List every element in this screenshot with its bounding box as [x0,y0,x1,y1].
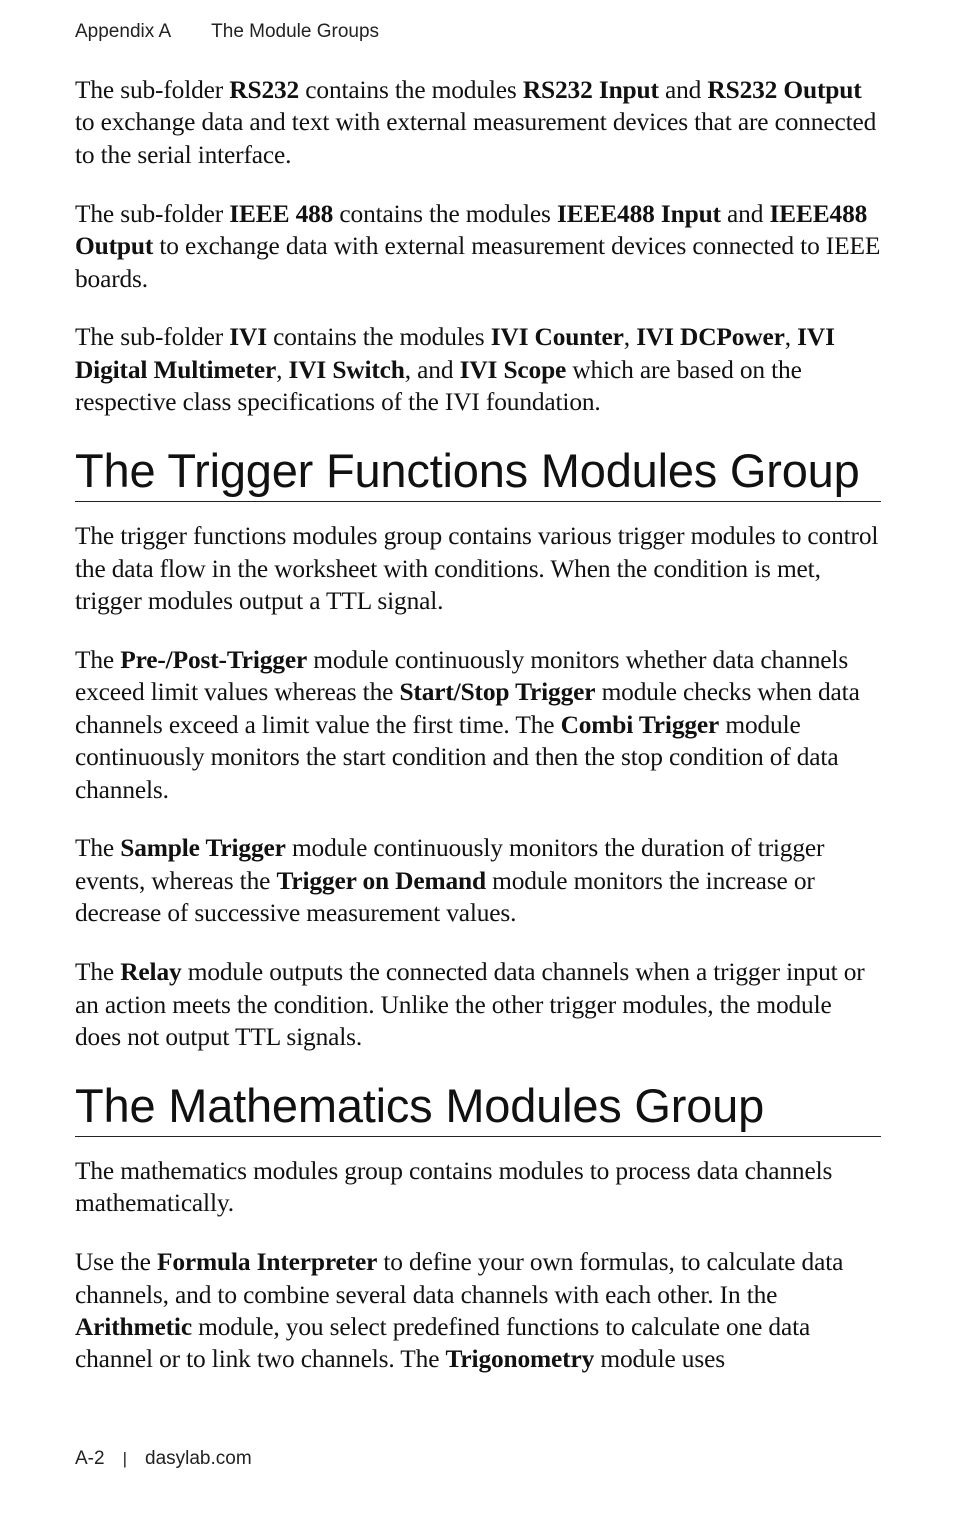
text-run: contains the modules [333,199,557,228]
bold-term: Combi Trigger [560,710,720,739]
body-paragraph [75,1246,881,1376]
bold-term: Start/Stop Trigger [399,678,596,707]
text-run: The sub-folder [75,323,230,352]
text-run: , [784,323,798,352]
bold-term: RS232 [229,76,300,104]
text-run: to exchange data with external measurement devices connected to IEEE boards. [75,232,881,293]
footer-site: dasylab.com [145,1448,252,1469]
text-run: and [720,199,770,228]
text-run: The sub-folder [75,199,230,228]
math-section-heading: The Mathematics Modules Group [75,1080,881,1137]
footer-separator: | [122,1449,127,1468]
body-paragraph [75,520,881,617]
bold-term: IVI Counter [490,323,624,352]
text-run: module continuously monitors the duration of trigger events, whereas the [75,834,825,895]
text-run: and [658,76,708,104]
intro-block [75,74,881,419]
page-number: A-2 [75,1448,105,1469]
page-content [75,74,881,1402]
text-run: module continuously monitors the start condition and then the stop condition of data channels. [75,710,839,804]
text-run: Use the [75,1248,158,1277]
bold-term: IVI [229,323,267,352]
text-run: which are based on the respective class specifications of the IVI foundation. [75,355,802,417]
text-run: module continuously monitors whether data channels exceed limit values whereas the [75,645,849,707]
text-run: The [75,645,121,674]
body-paragraph [75,956,881,1053]
bold-term: Trigger on Demand [276,866,486,895]
text-run: contains the modules [266,323,491,352]
text-run: , [623,323,637,352]
trigger-section-heading: The Trigger Functions Modules Group [75,445,881,502]
text-run: , and [404,355,460,384]
text-run: module checks when data channels exceed a limit value the first time. The [75,678,860,739]
text-run: The mathematics modules group contains modules to process data channels mathematically. [75,1156,833,1218]
bold-term: Formula Interpreter [157,1248,378,1277]
bold-term: IEEE 488 [229,199,334,228]
bold-term: Trigonometry [445,1345,595,1374]
bold-term: IVI DCPower [636,323,785,352]
math-block [75,1155,881,1376]
body-paragraph [75,198,881,295]
chapter-title: The Module Groups [211,21,380,42]
bold-term: Sample Trigger [120,834,286,863]
bold-term: IVI Switch [288,355,405,384]
bold-term: IEEE488 Output [75,199,868,261]
text-run: to define your own formulas, to calculate data channels, and to combine several data channels with each other. In the [75,1248,844,1309]
running-head [75,21,379,43]
page-footer [75,1448,252,1470]
bold-term: RS232 Input [522,76,659,104]
text-run: module uses [594,1345,725,1374]
trigger-block [75,520,881,1053]
text-run: The [75,958,121,987]
bold-term: Pre-/Post-Trigger [120,645,308,674]
body-paragraph [75,74,881,171]
text-run: The trigger functions modules group contains various trigger modules to control the data flow in the worksheet with conditions. When the condition is met, trigger modules output a TTL signal. [75,522,879,615]
text-run: The [75,834,121,863]
bold-term: IVI Scope [459,355,567,384]
bold-term: Arithmetic [75,1312,192,1341]
bold-term: IEEE488 Input [556,199,721,228]
bold-term: IVI Digital Multimeter [75,323,835,384]
bold-term: Relay [120,958,182,987]
appendix-label: Appendix A [75,21,172,42]
text-run: contains the modules [299,76,523,104]
text-run: module, you select predefined functions to calculate one data channel or to link two channels. The [75,1312,811,1374]
body-paragraph [75,1155,881,1220]
text-run: to exchange data and text with external measurement devices that are connected to the serial interface. [75,108,877,169]
body-paragraph [75,832,881,929]
text-run: module outputs the connected data channels when a trigger input or an action meets the condition. Unlike the other trigger modules, the module does not output TTL signals. [75,958,865,1051]
text-run: module monitors the increase or decrease of successive measurement values. [75,866,815,928]
body-paragraph [75,644,881,806]
text-run: The sub-folder [75,76,230,104]
text-run: , [276,355,289,384]
body-paragraph [75,321,881,418]
bold-term: RS232 Output [707,76,862,104]
